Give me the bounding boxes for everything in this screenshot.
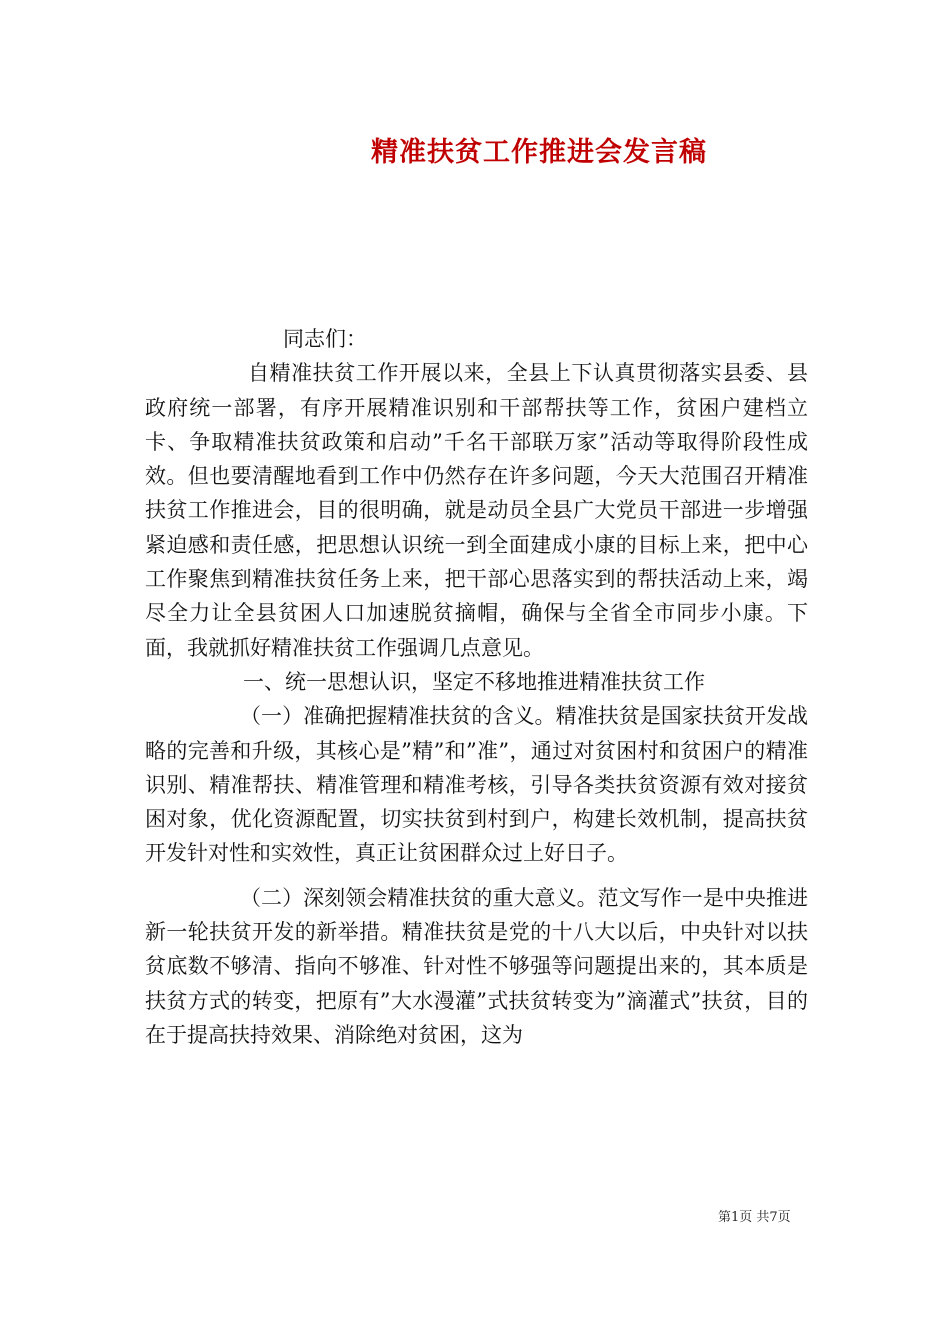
greeting: 同志们： (283, 327, 367, 351)
document-body (145, 322, 808, 1052)
document-title: 精准扶贫工作推进会发言稿 (371, 137, 707, 168)
paragraph-intro: 自精准扶贫工作开展以来，全县上下认真贯彻落实县委、县政府统一部署，有序开展精准识别和干部帮扶等工作，贫困户建档立卡、争取精准扶贫政策和启动”千名干部联万家”活动等取得阶段性成效。但也要清醒地看到工作中仍然存在许多问题，今天大范围召开精准扶贫工作推进会，目的很明确，就是动员全县广大党员干部进一步增强紧迫感和责任感，把思想认识统一到全面建成小康的目标上来，把中心工作聚焦到精准扶贫任务上来，把干部心思落实到的帮扶活动上来，竭尽全力让全县贫困人口加速脱贫摘帽，确保与全省全市同步小康。下面，我就抓好精准扶贫工作强调几点意见。 (145, 361, 808, 660)
section-heading-1: 一、统一思想认识，坚定不移地推进精准扶贫工作 (243, 669, 705, 694)
paragraph-subsection-1: （一）准确把握精准扶贫的含义。精准扶贫是国家扶贫开发战略的完善和升级，其核心是”精”和”准”，通过对贫困村和贫困户的精准识别、精准帮扶、精准管理和精准考核，引导各类扶贫资源有效对接贫困对象，优化资源配置，切实扶贫到村到户，构建长效机制，提高扶贫开发针对性和实效性，真正让贫困群众过上好日子。 (145, 704, 808, 866)
paragraph-subsection-2: （二）深刻领会精准扶贫的重大意义。范文写作一是中央推进新一轮扶贫开发的新举措。精准扶贫是党的十八大以后，中央针对以扶贫底数不够清、指向不够准、针对性不够强等问题提出来的，其本质是扶贫方式的转变，把原有”大水漫灌”式扶贫转变为”滴灌式”扶贫，目的在于提高扶持效果、消除绝对贫困，这为 (145, 885, 808, 1047)
page-number: 第1页 共7页 (718, 1210, 791, 1225)
